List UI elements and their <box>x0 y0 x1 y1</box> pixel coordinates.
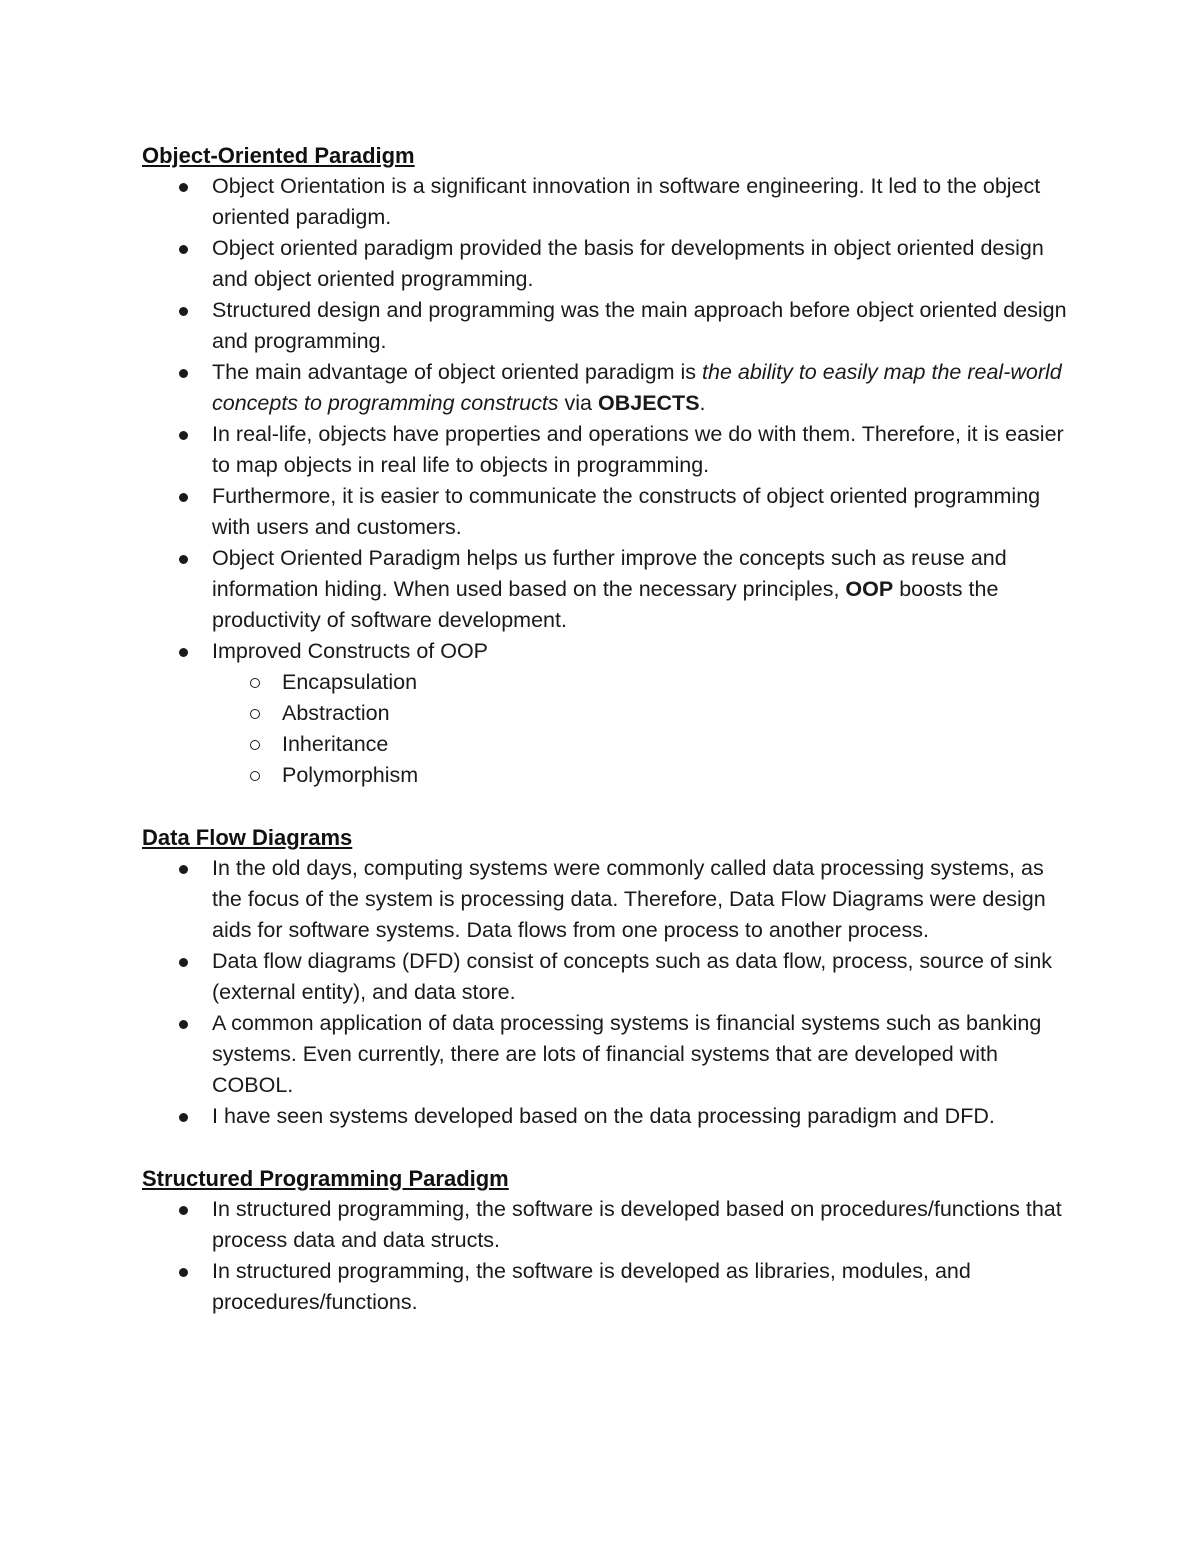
list-item-text: I have seen systems developed based on the data processing paradigm and DFD. <box>212 1104 995 1128</box>
sub-list <box>212 667 1072 791</box>
list-item-text: Data flow diagrams (DFD) consist of concepts such as data flow, process, source of sink (external entity), and data store. <box>212 949 1053 1004</box>
bullet-icon <box>179 307 188 316</box>
list-item <box>142 636 1072 791</box>
document-content <box>142 140 1072 1318</box>
bullet-icon <box>179 369 188 378</box>
sub-list-item <box>212 729 1072 760</box>
list-item-text: Structured design and programming was the main approach before object oriented design and programming. <box>212 298 1067 353</box>
hollow-circle-bullet-icon <box>250 771 260 781</box>
bullet-icon <box>179 1206 188 1215</box>
list-item-text-mid: via <box>558 391 598 415</box>
bullet-list <box>142 853 1072 1132</box>
sub-list-item <box>212 698 1072 729</box>
list-item-text-pre: Object Oriented Paradigm helps us further improve the concepts such as reuse and information hiding. When used based on the necessary principles, <box>212 546 1007 601</box>
list-item-text-pre: The main advantage of object oriented paradigm is <box>212 360 703 384</box>
sub-list-item-text: Polymorphism <box>282 763 419 787</box>
bullet-icon <box>179 493 188 502</box>
list-item <box>142 1101 1072 1132</box>
bullet-icon <box>179 865 188 874</box>
hollow-circle-bullet-icon <box>250 740 260 750</box>
list-item <box>142 295 1072 357</box>
bullet-list <box>142 171 1072 791</box>
list-item <box>142 1256 1072 1318</box>
section-object-oriented-paradigm <box>142 140 1072 791</box>
bullet-icon <box>179 1113 188 1122</box>
sub-list-item-text: Encapsulation <box>282 670 418 694</box>
list-item-text: In real-life, objects have properties and operations we do with them. Therefore, it is easier to map objects in real life to objects in programming. <box>212 422 1064 477</box>
list-item <box>142 946 1072 1008</box>
sub-list-item-text: Inheritance <box>282 732 389 756</box>
list-item-text: In structured programming, the software is developed based on procedures/functions that process data and data structs. <box>212 1197 1062 1252</box>
sub-list-item <box>212 667 1072 698</box>
list-item-text: Object oriented paradigm provided the basis for developments in object oriented design and object oriented programming. <box>212 236 1044 291</box>
list-item-text: In structured programming, the software is developed as libraries, modules, and procedures/functions. <box>212 1259 971 1314</box>
list-item-text-italic: the ability to easily map the real-world concepts to programming constructs <box>212 360 1062 415</box>
bullet-icon <box>179 431 188 440</box>
list-item-text-bold: OOP <box>845 577 894 601</box>
list-item-text-post: boosts the productivity of software development. <box>212 577 999 632</box>
list-item <box>142 1008 1072 1101</box>
bullet-icon <box>179 648 188 657</box>
list-item-text: Object Orientation is a significant innovation in software engineering. It led to the object oriented paradigm. <box>212 174 1041 229</box>
list-item <box>142 357 1072 419</box>
section-data-flow-diagrams <box>142 822 1072 1132</box>
list-item <box>142 171 1072 233</box>
section-structured-programming-paradigm <box>142 1163 1072 1318</box>
list-item <box>142 233 1072 295</box>
section-heading: Data Flow Diagrams <box>142 825 353 850</box>
bullet-icon <box>179 1268 188 1277</box>
hollow-circle-bullet-icon <box>250 678 260 688</box>
bullet-icon <box>179 555 188 564</box>
section-heading: Structured Programming Paradigm <box>142 1166 509 1191</box>
list-item-text-post: . <box>699 391 706 415</box>
hollow-circle-bullet-icon <box>250 709 260 719</box>
list-item <box>142 853 1072 946</box>
list-item-text-bold: OBJECTS <box>597 391 700 415</box>
list-item <box>142 481 1072 543</box>
bullet-icon <box>179 958 188 967</box>
list-item-text: Furthermore, it is easier to communicate the constructs of object oriented programming with users and customers. <box>212 484 1041 539</box>
list-item <box>142 419 1072 481</box>
list-item-text: A common application of data processing systems is financial systems such as banking systems. Even currently, there are lots of financial systems that are developed with COBOL. <box>212 1011 1042 1097</box>
sub-list-item-text: Abstraction <box>282 701 390 725</box>
sub-list-item <box>212 760 1072 791</box>
bullet-list <box>142 1194 1072 1318</box>
list-item <box>142 1194 1072 1256</box>
bullet-icon <box>179 1020 188 1029</box>
bullet-icon <box>179 183 188 192</box>
section-heading: Object-Oriented Paradigm <box>142 143 415 168</box>
bullet-icon <box>179 245 188 254</box>
list-item-text: Improved Constructs of OOP <box>212 639 489 663</box>
list-item-text: In the old days, computing systems were commonly called data processing systems, as the focus of the system is processing data. Therefore, Data Flow Diagrams were design aids for software systems. Data flows from one process to another process. <box>212 856 1046 942</box>
list-item <box>142 543 1072 636</box>
